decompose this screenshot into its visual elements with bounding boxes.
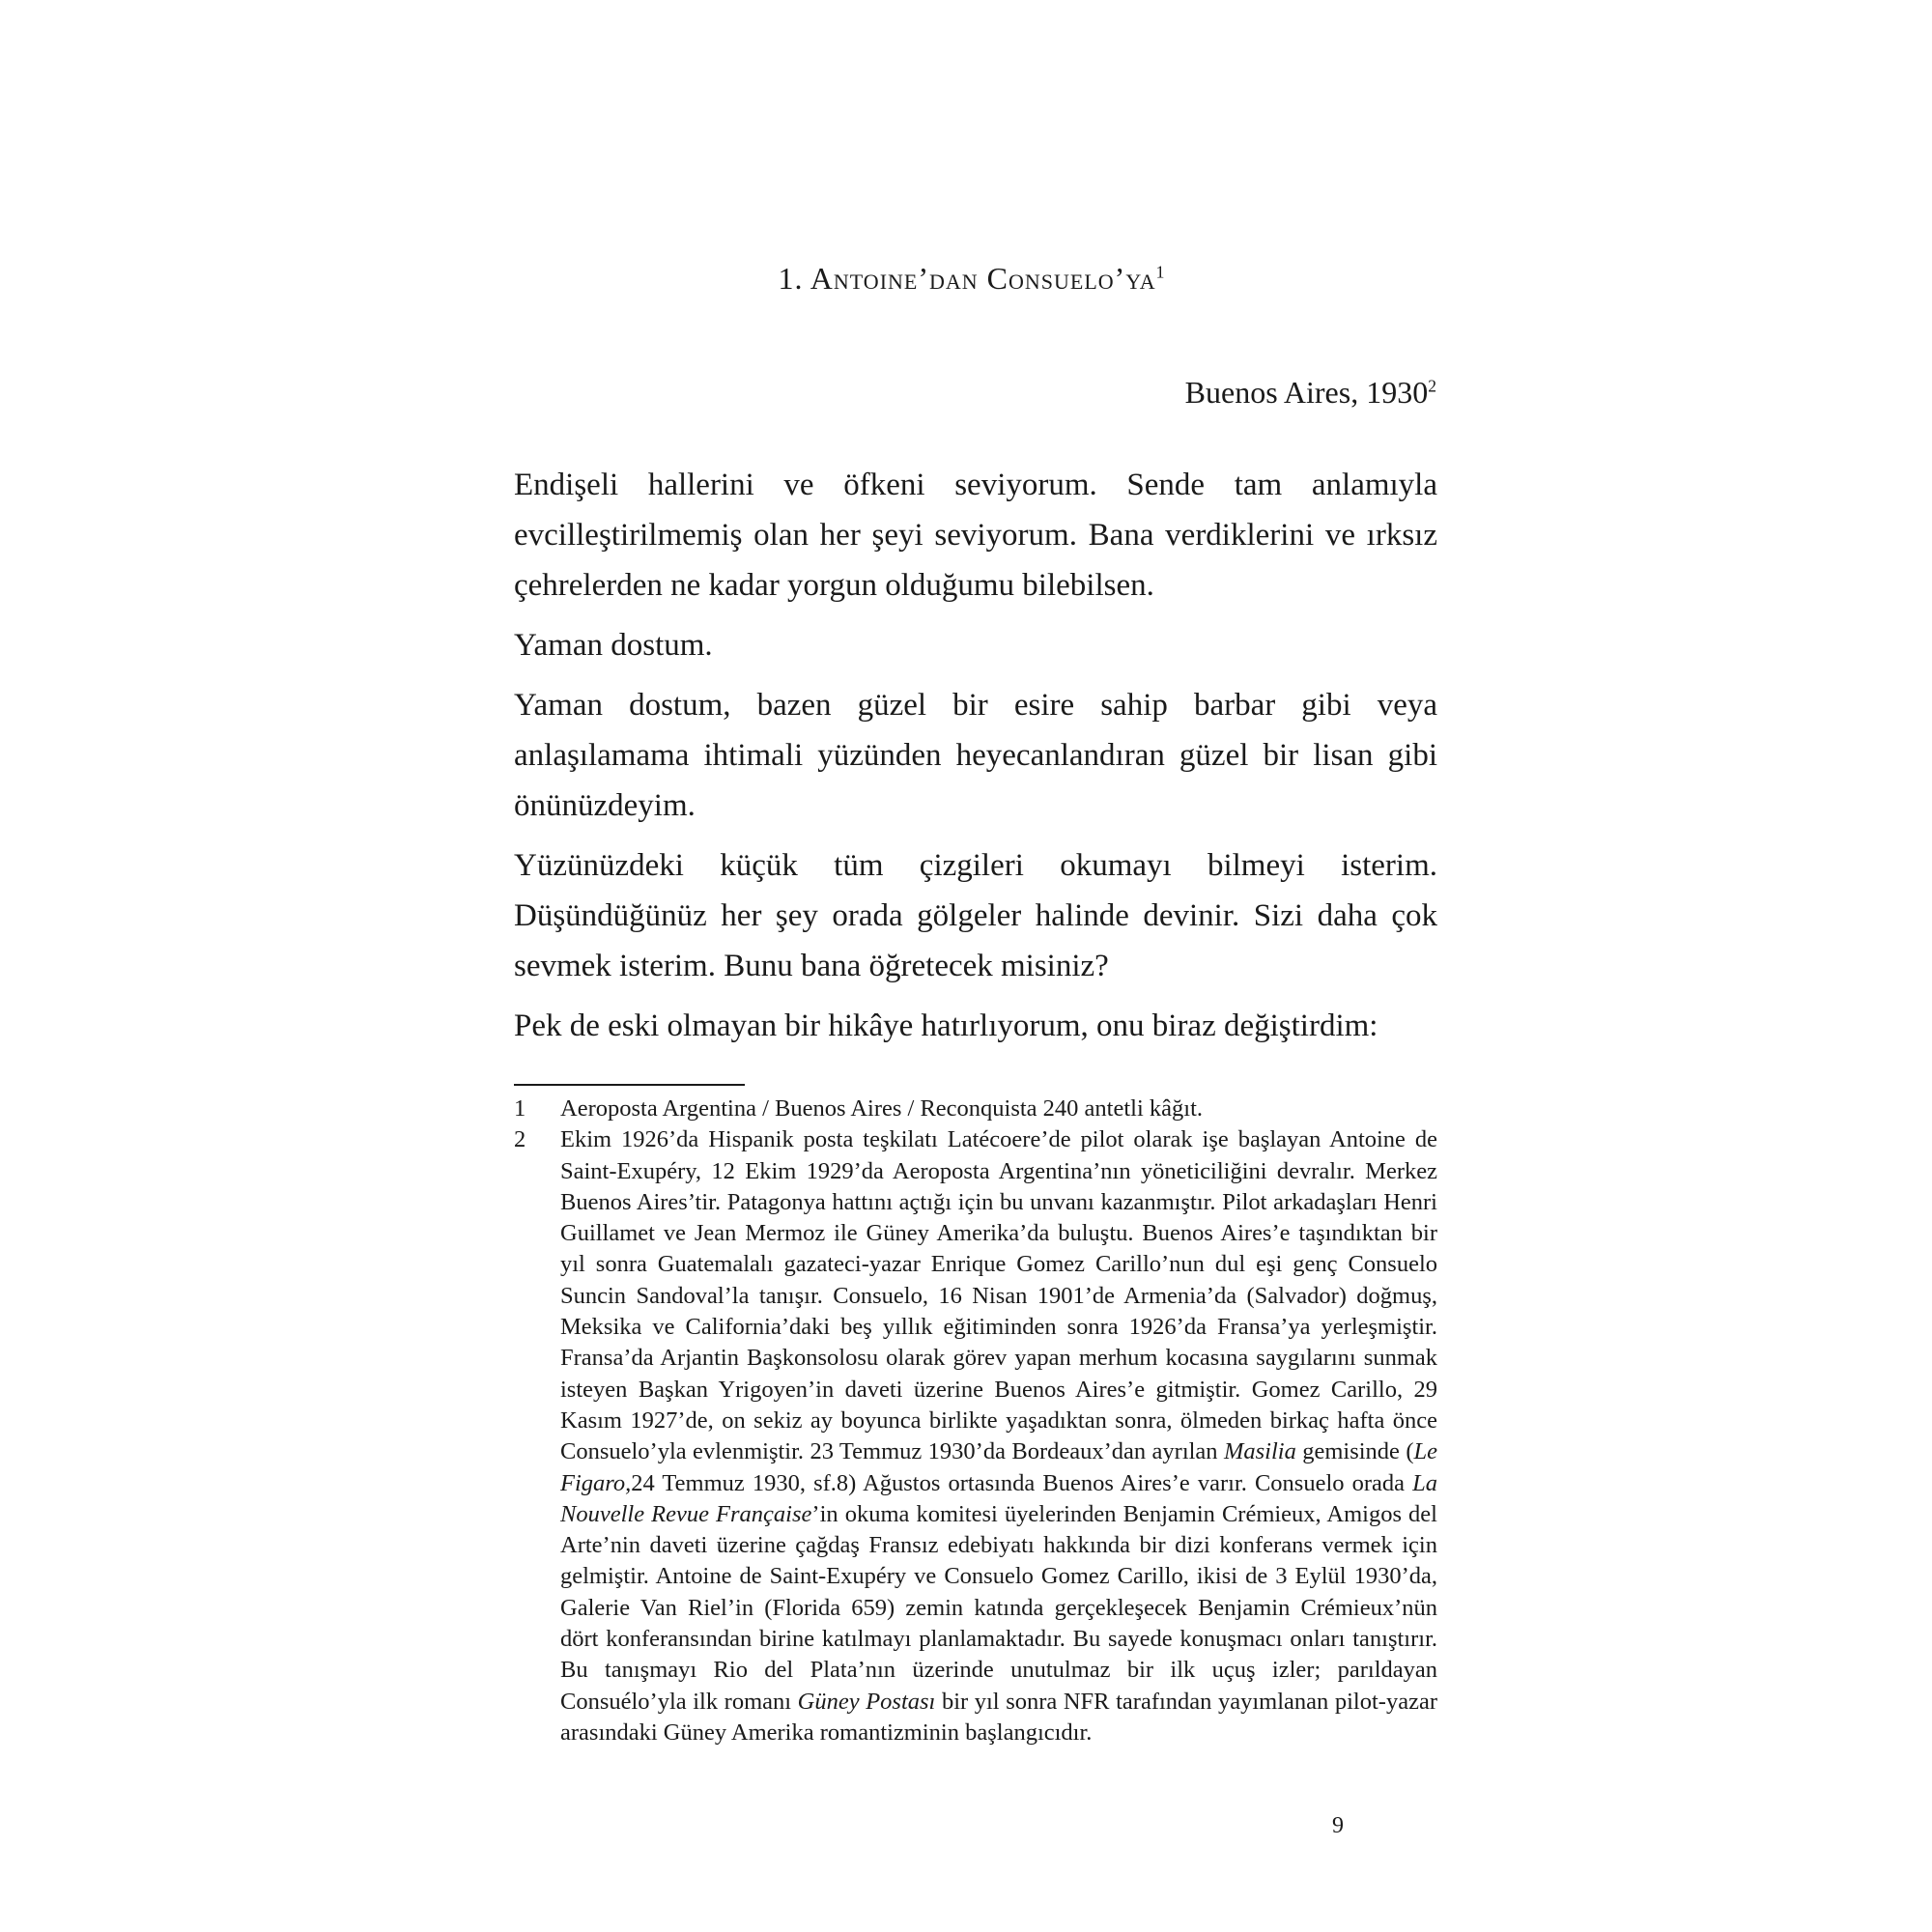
paragraph: Endişeli hallerini ve öfkeni seviyorum. Sende tam anlamıyla evcilleştirilmemiş olan her şeyi seviyorum. Bana verdiklerini ve ırksız çehrelerden ne kadar yorgun olduğumu bilebilsen. (514, 468, 1437, 603)
footnote-text (560, 1124, 1437, 1748)
footnote-1 (514, 1094, 1437, 1124)
paragraph: Pek de eski olmayan bir hikâye hatırlıyorum, onu biraz değiştirdim: (514, 1009, 1378, 1043)
letter-body (514, 460, 1437, 1061)
dateline-text: Buenos Aires, 1930 (1184, 375, 1429, 410)
paragraph: Yüzünüzdeki küçük tüm çizgileri okumayı bilmeyi isterim. Düşündüğünüz her şey orada gölgeler halinde devinir. Sizi daha çok sevmek isterim. Bunu bana öğretecek misiniz? (514, 848, 1437, 983)
footnote-2 (514, 1124, 1437, 1748)
italic-title: Masilia (1223, 1438, 1296, 1465)
footnote-number: 2 (514, 1126, 526, 1153)
footnote-divider (514, 1084, 745, 1086)
italic-title: La Nouvelle Revue Française (560, 1469, 1437, 1527)
footnote-segment: 24 Temmuz 1930, sf.8) Ağustos ortasında Buenos Aires’e varır. Consuelo orada (631, 1469, 1413, 1496)
chapter-title-text: Antoine’dan Consuelo’ya (810, 261, 1156, 296)
chapter-title (0, 261, 1932, 297)
italic-title: Le Figaro, (560, 1438, 1437, 1496)
dateline (1185, 375, 1436, 411)
footnote-ref-1[interactable]: 1 (1155, 262, 1166, 282)
footnote-segment: Aeroposta Argentina / Buenos Aires / Reconquista 240 antetli kâğıt. (560, 1095, 1204, 1122)
footnotes (514, 1094, 1437, 1748)
paragraph: Yaman dostum. (514, 628, 713, 663)
paragraph: Yaman dostum, bazen güzel bir esire sahip barbar gibi veya anlaşılamama ihtimali yüzünden heyecanlandıran güzel bir lisan gibi önünüzdeyim. (514, 688, 1437, 823)
footnote-segment: gemisinde ( (1295, 1438, 1414, 1465)
footnote-text (560, 1094, 1437, 1124)
chapter-number: 1. (778, 261, 804, 296)
footnote-segment: ’in okuma komitesi üyelerinden Benjamin Crémieux, Amigos del Arte’nin daveti üzerine çağdaş Fransız edebiyatı hakkında bir dizi konferans vermek için gelmiştir. Antoine de Saint-Exupéry ve Consuelo Gomez Carillo, ikisi de 3 Eylül 1930’da, Galerie Van Riel’in (Florida 659) zemin katında gerçekleşecek Benjamin Crémieux’nün dört konferansından birine katılmayı planlamaktadır. Bu sayede konuşmacı onları tanıştırır. Bu tanışmayı Rio del Plata’nın üzerinde unutulmaz bir ilk uçuş izler; parıldayan Consuélo’yla ilk romanı (560, 1500, 1437, 1715)
italic-title: Güney Postası (797, 1688, 936, 1715)
footnote-segment: Ekim 1926’da Hispanik posta teşkilatı Latécoere’de pilot olarak işe başlayan Antoine de Saint-Exupéry, 12 Ekim 1929’da Aeroposta Argentina’nın yöneticiliğini devralır. Merkez Buenos Aires’tir. Patagonya hattını açtığı için bu unvanı kazanmıştır. Pilot arkadaşları Henri Guillamet ve Jean Mermoz ile Güney Amerika’da buluştu. Buenos Aires’e taşındıktan bir yıl sonra Guatemalalı gazateci-yazar Enrique Gomez Carillo’nun dul eşi genç Consuelo Suncin Sandoval’la tanışır. Consuelo, 16 Nisan 1901’de Armenia’da (Salvador) doğmuş, Meksika ve California’daki beş yıllık eğitiminden sonra 1926’da Fransa’ya yerleşmiştir. Fransa’da Arjantin Başkonsolosu olarak görev yapan merhum kocasına saygılarını sunmak isteyen Başkan Yrigoyen’in daveti üzerine Buenos Aires’e gitmiştir. Gomez Carillo, 29 Kasım 1927’de, on sekiz ay boyunca birlikte yaşadıktan sonra, ölmeden birkaç hafta önce Consuelo’yla evlenmiştir. 23 Temmuz 1930’da Bordeaux’dan ayrılan (560, 1126, 1437, 1465)
footnote-segment: bir yıl sonra NFR tarafından yayımlanan pilot-yazar arasındaki Güney Amerika romantizminin başlangıcıdır. (560, 1688, 1437, 1746)
footnote-number: 1 (514, 1095, 526, 1122)
page-number: 9 (1332, 1813, 1344, 1838)
footnote-ref-2[interactable]: 2 (1428, 376, 1436, 396)
